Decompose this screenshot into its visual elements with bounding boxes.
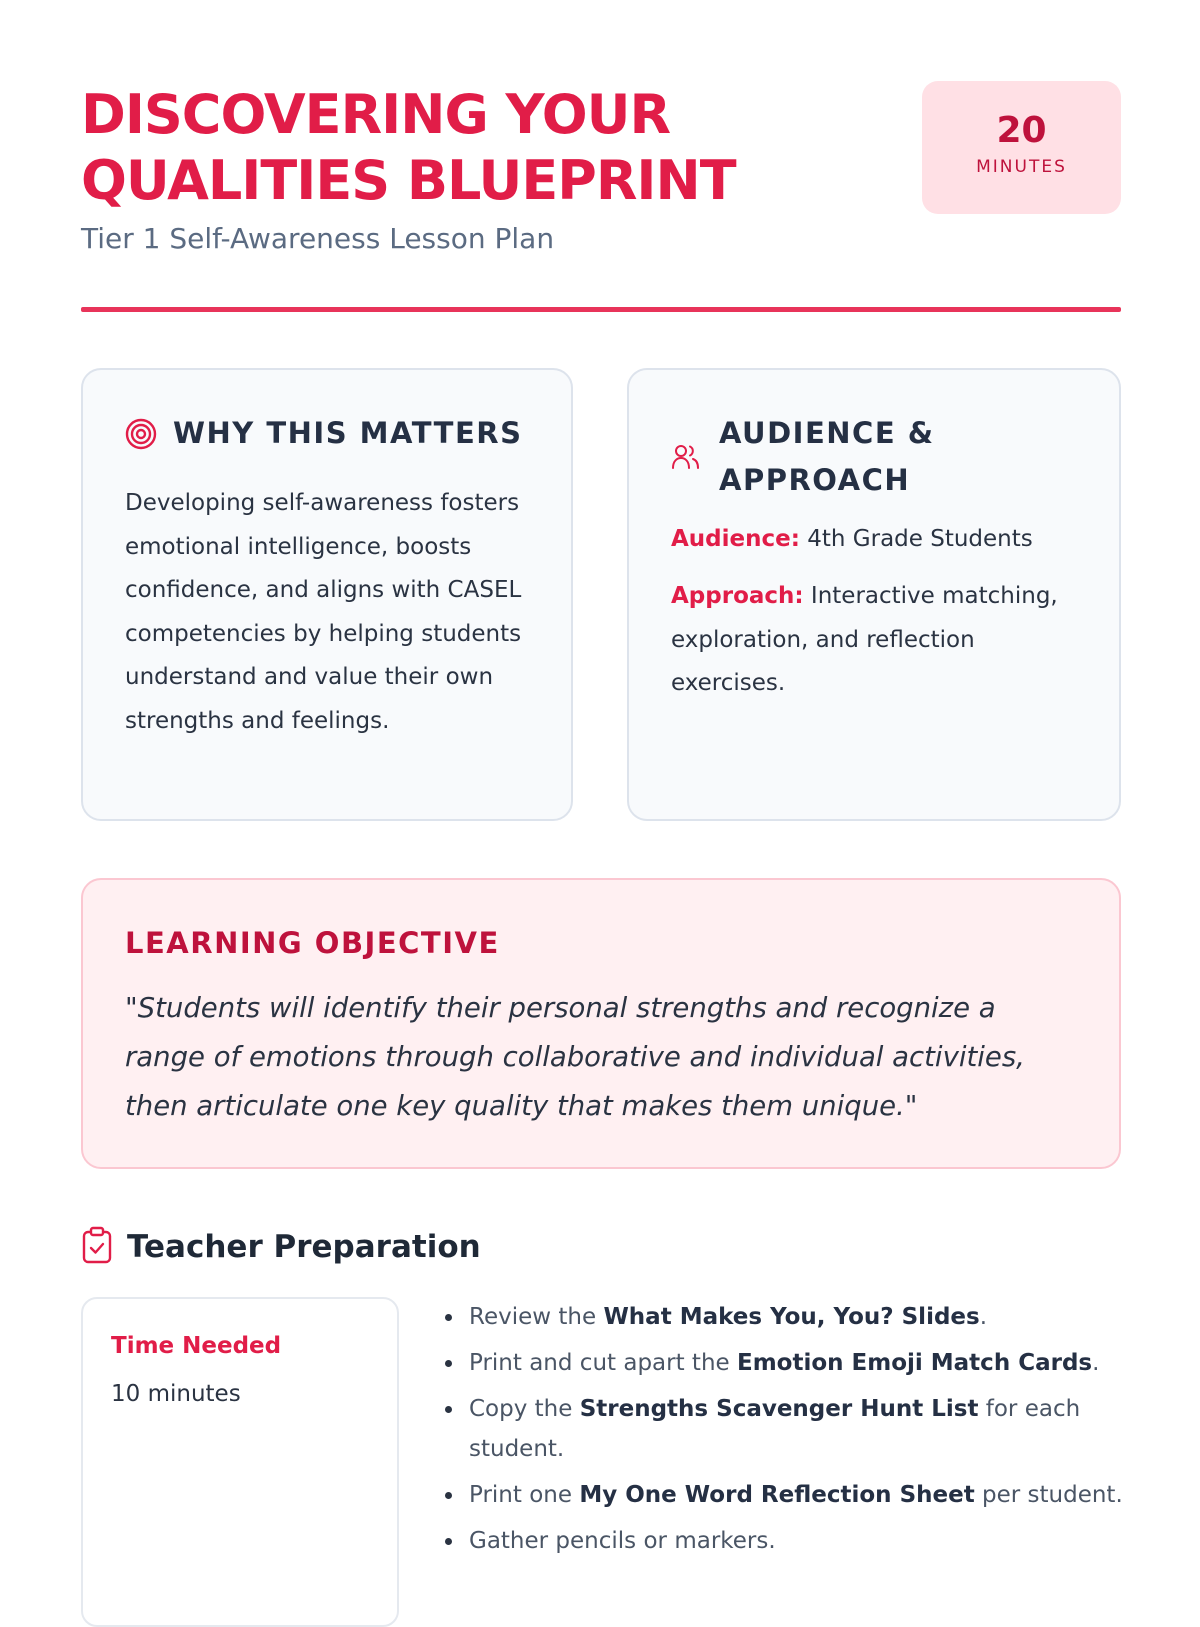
why-card-header	[125, 410, 523, 457]
time-needed-value: 10 minutes	[111, 1381, 241, 1407]
approach-value: Interactive matching, exploration, and reflection exercises.	[671, 583, 1058, 696]
duration-badge	[922, 81, 1121, 214]
target-icon	[125, 410, 159, 457]
audience-label: Audience:	[671, 526, 800, 552]
objective-text: "Students will identify their personal strengths and recognize a range of emotions through collaborative and individual activities, then articulate one key quality that makes them unique."	[125, 992, 1025, 1122]
audience-line	[671, 518, 1091, 562]
teacher-preparation-header	[81, 1226, 481, 1268]
approach-label: Approach:	[671, 583, 804, 609]
why-card-body: Developing self-awareness fosters emotional intelligence, boosts confidence, and aligns with CASEL competencies by helping students understand and value their own strengths and feelings.	[125, 490, 522, 734]
approach-line	[671, 575, 1091, 706]
list-item: • Gather pencils or markers.	[465, 1521, 1155, 1561]
page-subtitle: Tier 1 Self-Awareness Lesson Plan	[81, 222, 555, 255]
audience-value: 4th Grade Students	[807, 526, 1033, 552]
list-item: • Review the What Makes You, You? Slides.	[465, 1297, 1155, 1337]
why-this-matters-card	[81, 368, 573, 821]
objective-title: LEARNING OBJECTIVE	[125, 926, 500, 960]
audience-approach-card	[627, 368, 1121, 821]
why-card-title: WHY THIS MATTERS	[173, 416, 523, 450]
list-item: • Print one My One Word Reflection Sheet per student.	[465, 1475, 1155, 1515]
duration-value: 20	[996, 110, 1047, 151]
header-divider	[81, 307, 1121, 312]
time-needed-label: Time Needed	[111, 1333, 282, 1359]
list-item: • Copy the Strengths Scavenger Hunt List for each student.	[465, 1389, 1155, 1469]
clipboard-check-icon	[81, 1226, 113, 1268]
audience-card-title: AUDIENCE & APPROACH	[719, 416, 935, 497]
list-item: • Print and cut apart the Emotion Emoji Match Cards.	[465, 1343, 1155, 1383]
users-icon	[671, 410, 705, 504]
page-title: DISCOVERING YOUR QUALITIES BLUEPRINT	[81, 83, 736, 212]
duration-unit: MINUTES	[976, 157, 1067, 177]
teacher-preparation-title: Teacher Preparation	[127, 1229, 481, 1265]
time-needed-card	[81, 1297, 399, 1627]
preparation-checklist	[443, 1297, 1155, 1567]
learning-objective-panel	[81, 878, 1121, 1169]
audience-card-header	[671, 410, 969, 504]
